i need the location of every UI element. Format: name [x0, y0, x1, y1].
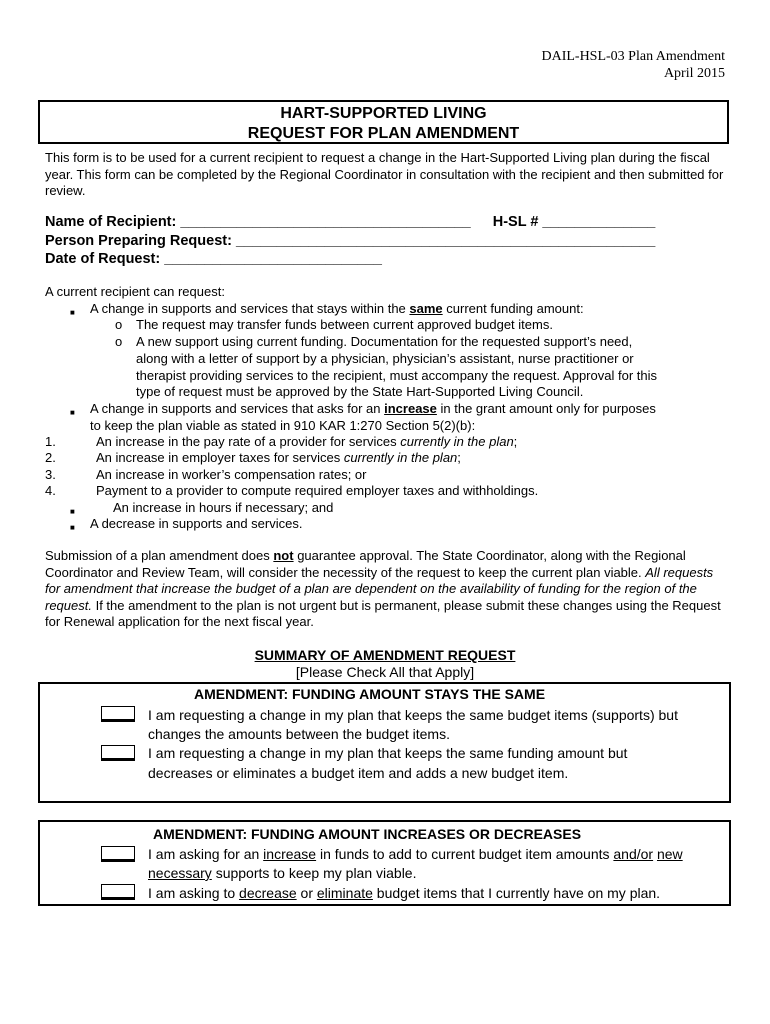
numbered-item: 2. An increase in employer taxes for services currently in the plan;	[45, 450, 461, 465]
decrease-option: I am asking to decrease or eliminate budget items that I currently have on my plan.	[148, 885, 661, 901]
new-item-option-cont: decreases or eliminates a budget item and adds a new budget item.	[148, 765, 569, 781]
sub-item-cont: type of request must be approved by the State Hart-Supported Living Council.	[136, 384, 584, 399]
recipient-fields	[45, 213, 655, 269]
square-bullet-icon: ■	[70, 408, 75, 417]
square-bullet-icon: ■	[70, 523, 75, 532]
hsl-number-field[interactable]: H-SL # ______________	[492, 214, 656, 230]
notice-paragraph: Submission of a plan amendment does not guarantee approval. The State Coordinator, along with the Regional Coordinator and Review Team, will consider the necessity of the request to keep the current plan viable. All requests for amendment that increase the budget of a plan are dependent on the availability of funding for the region of the request. If the amendment to the plan is not urgent but is permanent, please submit these changes using the Request for Renewal application for the next fiscal year.	[45, 548, 721, 629]
list-lead: A current recipient can request:	[45, 284, 225, 299]
decrease-checkbox[interactable]	[101, 884, 135, 900]
square-bullet-icon: ■	[70, 507, 75, 516]
increase-option: I am asking for an increase in funds to add to current budget item amounts and/or new	[148, 846, 683, 862]
increase-checkbox[interactable]	[101, 846, 135, 862]
section-title: AMENDMENT: FUNDING AMOUNT INCREASES OR DECREASES	[153, 826, 582, 842]
sub-item: o The request may transfer funds between current approved budget items.	[115, 317, 553, 332]
summary-subtitle: [Please Check All that Apply]	[295, 664, 475, 680]
same-amounts-checkbox[interactable]	[101, 706, 135, 722]
numbered-item: 4. Payment to a provider to compute required employer taxes and withholdings.	[45, 483, 539, 498]
same-funding-section	[38, 682, 731, 803]
bullet-item: ■ A decrease in supports and services.	[70, 516, 282, 533]
circle-bullet-icon: o	[115, 317, 123, 332]
form-title-line2: REQUEST FOR PLAN AMENDMENT	[247, 125, 520, 142]
intro-text: This form is to be used for a current recipient to request a change in the Hart-Supported Living plan during the fiscal year. This form can be completed by the Regional Coordinator in consultation with the recipient and then submitted for review.	[45, 150, 724, 198]
bullet-item-cont: to keep the plan viable as stated in 910 KAR 1:270 Section 5(2)(b):	[90, 418, 476, 433]
form-header	[541, 48, 725, 82]
numbered-item: 1. An increase in the pay rate of a provider for services currently in the plan;	[45, 434, 518, 449]
bullet-item: ■ A change in supports and services that asks for an increase in the grant amount only for purposes	[70, 401, 636, 418]
bullet-item: ■ A change in supports and services that stays within the same current funding amount:	[70, 301, 564, 318]
form-id: DAIL-HSL-03 Plan Amendment	[541, 49, 725, 64]
same-amounts-option-cont: changes the amounts between the budget items.	[148, 726, 450, 742]
sub-item: o A new support using current funding. Documentation for the requested support’s need,	[115, 334, 633, 349]
new-item-option: I am requesting a change in my plan that keeps the same funding amount but	[148, 745, 628, 761]
circle-bullet-icon: o	[115, 334, 123, 349]
new-item-checkbox[interactable]	[101, 745, 135, 761]
change-funding-section	[38, 820, 731, 906]
square-bullet-icon: ■	[70, 308, 75, 317]
form-title-box	[38, 100, 729, 144]
increase-option-cont: necessary supports to keep my plan viable.	[148, 865, 417, 881]
form-date: April 2015	[663, 66, 725, 81]
form-title-line1: HART-SUPPORTED LIVING	[280, 105, 487, 122]
summary-title: SUMMARY OF AMENDMENT REQUEST	[254, 647, 516, 663]
same-amounts-option: I am requesting a change in my plan that keeps the same budget items (supports) but	[148, 707, 678, 723]
section-title: AMENDMENT: FUNDING AMOUNT STAYS THE SAME	[194, 686, 546, 702]
sub-item-cont: therapist providing services to the recipient, must accompany the request. Approval for this	[136, 368, 657, 383]
sub-item-cont: along with a letter of support by a physician, physician’s assistant, nurse practitioner or	[136, 351, 634, 366]
preparer-field[interactable]: Person Preparing Request: ____________________________________________________	[45, 232, 656, 249]
recipient-name-field[interactable]: Name of Recipient: ____________________________________	[45, 214, 471, 230]
bullet-item: ■ An increase in hours if necessary; and	[70, 500, 290, 517]
request-date-field[interactable]: Date of Request: ___________________________	[45, 251, 382, 267]
numbered-item: 3. An increase in worker’s compensation rates; or	[45, 467, 367, 482]
